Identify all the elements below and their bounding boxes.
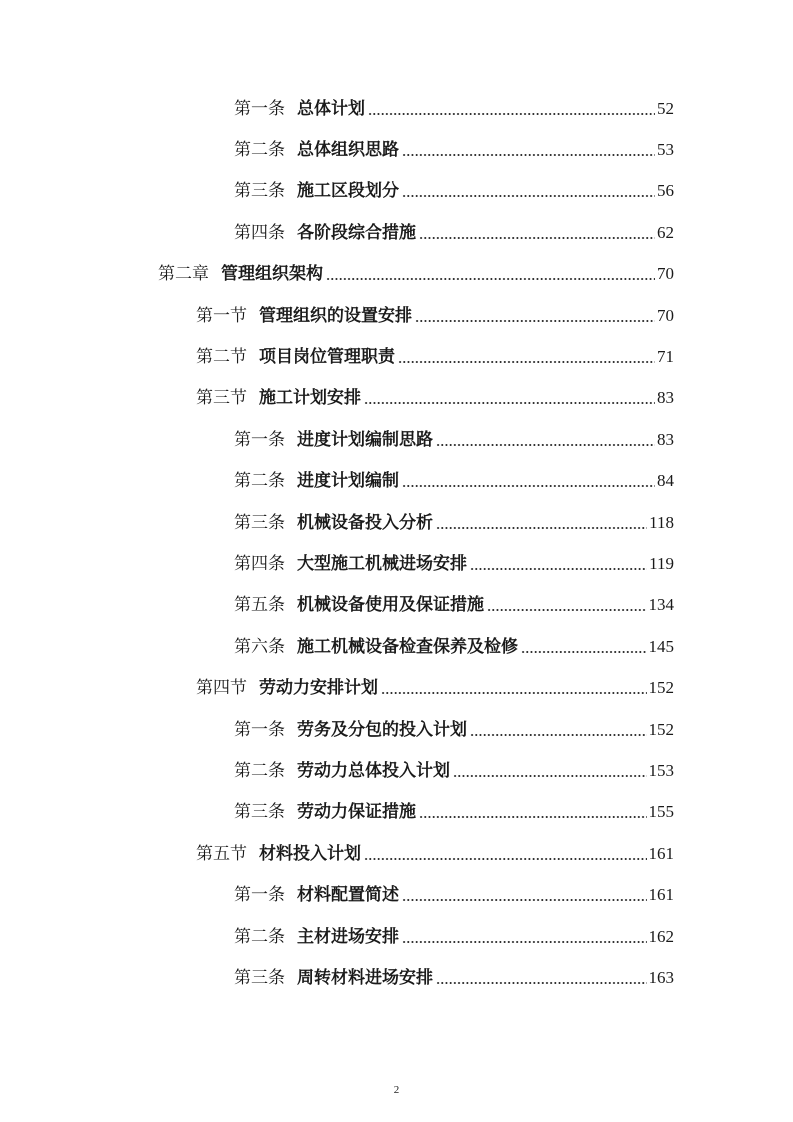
toc-entry-number: 第三条 xyxy=(234,512,285,533)
toc-dot-leader xyxy=(453,775,647,777)
toc-dot-leader xyxy=(436,982,647,984)
toc-entry[interactable] xyxy=(0,874,674,915)
toc-dot-leader xyxy=(402,485,655,487)
toc-entry-number: 第一条 xyxy=(234,719,285,740)
toc-entry-number: 第三节 xyxy=(196,388,247,409)
toc-entry[interactable] xyxy=(0,626,674,667)
toc-entry-number: 第三条 xyxy=(234,802,285,823)
toc-entry-title: 材料投入计划 xyxy=(259,843,361,864)
toc-entry[interactable] xyxy=(0,792,674,833)
toc-entry-page: 119 xyxy=(649,553,674,573)
toc-entry-title: 材料配置简述 xyxy=(297,885,399,906)
toc-entry-number: 第二条 xyxy=(234,926,285,947)
toc-entry-number: 第二条 xyxy=(234,760,285,781)
toc-entry-number: 第三条 xyxy=(234,967,285,988)
toc-entry-title: 管理组织的设置安排 xyxy=(259,305,412,326)
toc-dot-leader xyxy=(402,941,647,943)
toc-entry-number: 第五条 xyxy=(234,595,285,616)
toc-entry-title: 劳务及分包的投入计划 xyxy=(297,719,467,740)
toc-entry-title: 项目岗位管理职责 xyxy=(259,347,395,368)
toc-entry-title: 机械设备使用及保证措施 xyxy=(297,595,484,616)
toc-dot-leader xyxy=(436,444,655,446)
toc-dot-leader xyxy=(470,568,647,570)
page-number: 2 xyxy=(393,1084,400,1096)
toc-entry[interactable] xyxy=(0,212,674,253)
toc-dot-leader xyxy=(326,278,655,280)
toc-entry-page: 70 xyxy=(657,305,674,325)
toc-entry[interactable] xyxy=(0,585,674,626)
toc-entry-number: 第一条 xyxy=(234,885,285,906)
toc-entry-page: 161 xyxy=(648,843,674,863)
toc-entry-number: 第六条 xyxy=(234,636,285,657)
toc-entry-page: 118 xyxy=(649,512,674,532)
toc-entry[interactable] xyxy=(0,916,674,957)
toc-entry-number: 第一节 xyxy=(196,305,247,326)
toc-entry[interactable] xyxy=(0,750,674,791)
toc-dot-leader xyxy=(368,113,655,115)
toc-entry-title: 主材进场安排 xyxy=(297,926,399,947)
toc-entry-number: 第四节 xyxy=(196,678,247,699)
toc-entry-title: 总体组织思路 xyxy=(297,140,399,161)
toc-entry[interactable] xyxy=(0,419,674,460)
toc-entry-title: 劳动力保证措施 xyxy=(297,802,416,823)
toc-entry-number: 第一条 xyxy=(234,98,285,119)
toc-entry[interactable] xyxy=(0,543,674,584)
toc-entry[interactable] xyxy=(0,667,674,708)
toc-entry[interactable] xyxy=(0,957,674,998)
toc-entry-number: 第二章 xyxy=(158,264,209,285)
toc-entry-page: 162 xyxy=(648,926,674,946)
toc-entry-page: 70 xyxy=(657,264,674,284)
toc-dot-leader xyxy=(398,361,655,363)
toc-entry[interactable] xyxy=(0,295,674,336)
toc-dot-leader xyxy=(419,237,655,239)
toc-entry-page: 84 xyxy=(657,471,674,491)
toc-entry[interactable] xyxy=(0,502,674,543)
toc-dot-leader xyxy=(521,651,647,653)
toc-dot-leader xyxy=(402,195,655,197)
toc-entry-page: 71 xyxy=(657,347,674,367)
toc-entry-title: 进度计划编制思路 xyxy=(297,429,433,450)
toc-entry-title: 各阶段综合措施 xyxy=(297,222,416,243)
table-of-contents xyxy=(0,88,793,999)
toc-entry-title: 大型施工机械进场安排 xyxy=(297,553,467,574)
toc-entry[interactable] xyxy=(0,378,674,419)
toc-entry-title: 施工区段划分 xyxy=(297,181,399,202)
toc-entry-title: 总体计划 xyxy=(297,98,365,119)
toc-entry[interactable] xyxy=(0,336,674,377)
toc-entry[interactable] xyxy=(0,461,674,502)
toc-entry[interactable] xyxy=(0,171,674,212)
toc-entry[interactable] xyxy=(0,709,674,750)
toc-entry[interactable] xyxy=(0,129,674,170)
toc-entry-number: 第二条 xyxy=(234,140,285,161)
toc-entry-title: 劳动力安排计划 xyxy=(259,678,378,699)
toc-entry-title: 周转材料进场安排 xyxy=(297,967,433,988)
toc-entry-page: 62 xyxy=(657,222,674,242)
toc-dot-leader xyxy=(402,899,647,901)
toc-dot-leader xyxy=(436,527,647,529)
toc-entry[interactable] xyxy=(0,254,674,295)
toc-entry-page: 161 xyxy=(648,885,674,905)
toc-entry-title: 施工计划安排 xyxy=(259,388,361,409)
toc-entry-page: 152 xyxy=(648,678,674,698)
toc-entry[interactable] xyxy=(0,88,674,129)
toc-entry-number: 第四条 xyxy=(234,553,285,574)
toc-entry-page: 83 xyxy=(657,388,674,408)
toc-entry-page: 152 xyxy=(648,719,674,739)
toc-entry-title: 施工机械设备检查保养及检修 xyxy=(297,636,518,657)
toc-entry-page: 56 xyxy=(657,181,674,201)
toc-entry-title: 进度计划编制 xyxy=(297,471,399,492)
toc-entry[interactable] xyxy=(0,833,674,874)
toc-entry-number: 第三条 xyxy=(234,181,285,202)
toc-entry-page: 53 xyxy=(657,140,674,160)
toc-entry-title: 机械设备投入分析 xyxy=(297,512,433,533)
toc-dot-leader xyxy=(470,734,647,736)
toc-dot-leader xyxy=(381,692,647,694)
toc-entry-number: 第一条 xyxy=(234,429,285,450)
toc-entry-number: 第二条 xyxy=(234,471,285,492)
toc-entry-page: 145 xyxy=(648,636,674,656)
toc-entry-page: 134 xyxy=(648,595,674,615)
toc-entry-page: 153 xyxy=(648,760,674,780)
toc-entry-number: 第二节 xyxy=(196,347,247,368)
toc-dot-leader xyxy=(415,320,655,322)
toc-entry-page: 52 xyxy=(657,98,674,118)
toc-entry-page: 83 xyxy=(657,429,674,449)
toc-dot-leader xyxy=(364,858,647,860)
toc-dot-leader xyxy=(364,402,655,404)
toc-entry-number: 第五节 xyxy=(196,843,247,864)
toc-entry-title: 劳动力总体投入计划 xyxy=(297,760,450,781)
toc-entry-number: 第四条 xyxy=(234,222,285,243)
toc-entry-title: 管理组织架构 xyxy=(221,264,323,285)
toc-dot-leader xyxy=(402,154,655,156)
toc-dot-leader xyxy=(419,816,647,818)
toc-entry-page: 163 xyxy=(648,967,674,987)
toc-dot-leader xyxy=(487,609,647,611)
toc-entry-page: 155 xyxy=(648,802,674,822)
